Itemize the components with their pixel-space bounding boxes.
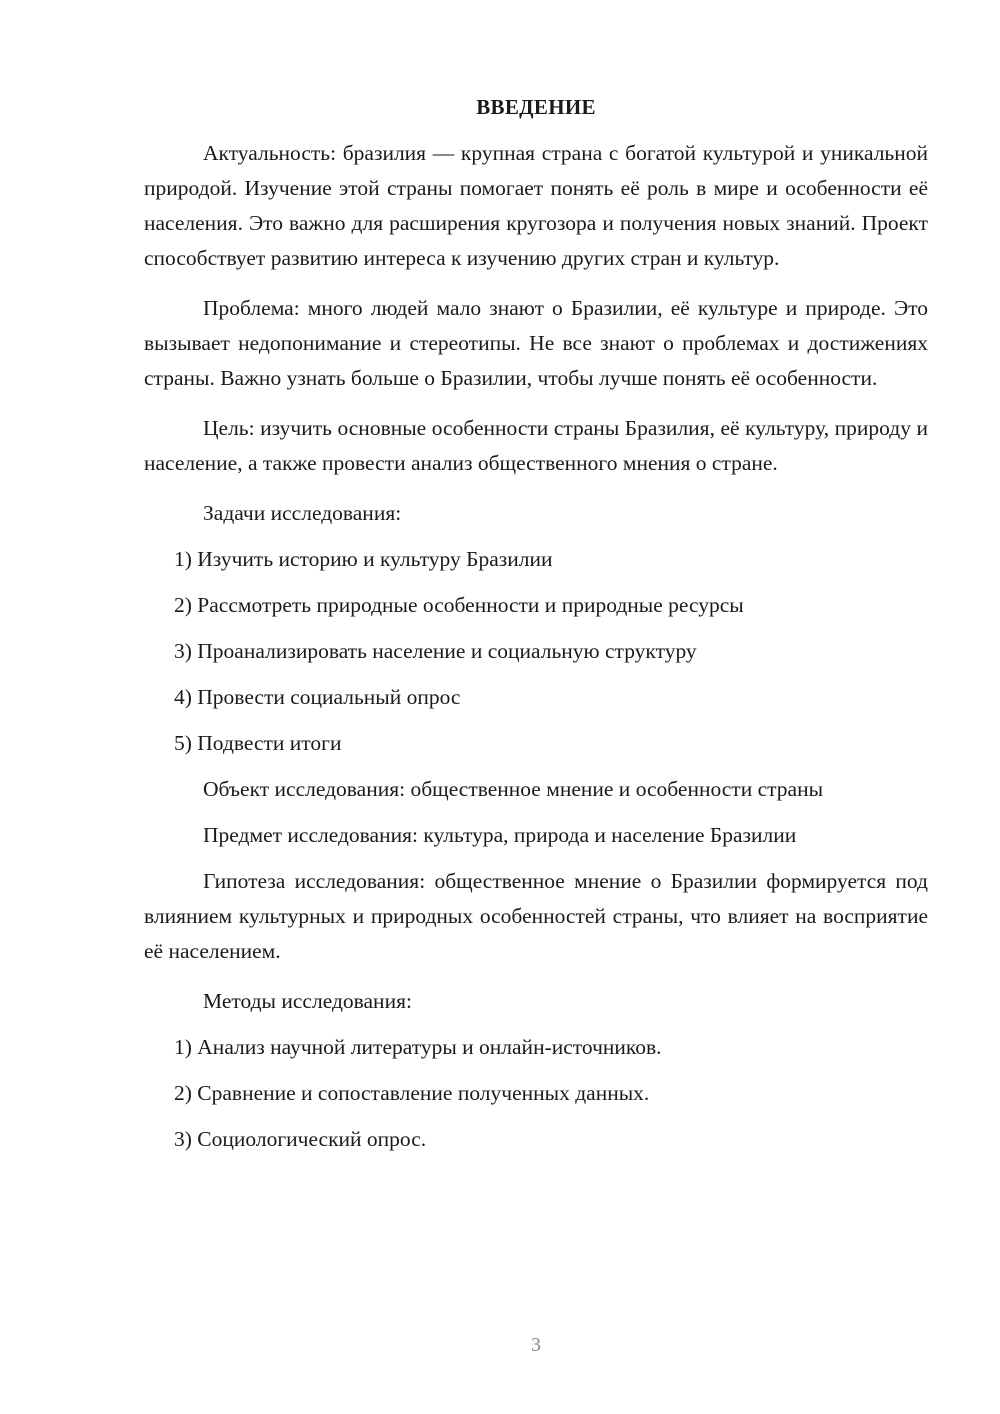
list-item: 2) Рассмотреть природные особенности и природные ресурсы xyxy=(174,593,744,617)
tasks-list xyxy=(144,542,928,761)
goal-paragraph: Цель: изучить основные особенности страны Бразилия, её культуру, природу и население, а также провести анализ общественного мнения о стране. xyxy=(144,416,928,475)
list-item: 1) Анализ научной литературы и онлайн-источников. xyxy=(174,1035,662,1059)
list-item: 1) Изучить историю и культуру Бразилии xyxy=(174,547,553,571)
research-subject: Предмет исследования: культура, природа и население Бразилии xyxy=(203,823,797,847)
methods-heading: Методы исследования: xyxy=(203,989,412,1013)
page-number: 3 xyxy=(531,1334,541,1356)
hypothesis-paragraph: Гипотеза исследования: общественное мнение о Бразилии формируется под влиянием культурных и природных особенностей страны, что влияет на восприятие её населением. xyxy=(144,869,928,963)
methods-list xyxy=(144,1030,928,1157)
list-item: 4) Провести социальный опрос xyxy=(174,685,461,709)
relevance-paragraph: Актуальность: бразилия — крупная страна с богатой культурой и уникальной природой. Изучение этой страны помогает понять её роль в мире и особенности её населения. Это важно для расширения кругозора и получения новых знаний. Проект способствует развитию интереса к изучению других стран и культур. xyxy=(144,141,928,270)
list-item: 2) Сравнение и сопоставление полученных данных. xyxy=(174,1081,650,1105)
research-object: Объект исследования: общественное мнение и особенности страны xyxy=(203,777,824,801)
list-item: 5) Подвести итоги xyxy=(174,731,342,755)
problem-paragraph: Проблема: много людей мало знают о Бразилии, её культуре и природе. Это вызывает недопонимание и стереотипы. Не все знают о проблемах и достижениях страны. Важно узнать больше о Бразилии, чтобы лучше понять её особенности. xyxy=(144,296,928,390)
list-item: 3) Проанализировать население и социальную структуру xyxy=(174,639,697,663)
list-item: 3) Социологический опрос. xyxy=(174,1127,427,1151)
tasks-heading: Задачи исследования: xyxy=(203,501,402,525)
document-page xyxy=(144,95,928,1168)
section-title: ВВЕДЕНИЕ xyxy=(476,95,596,119)
